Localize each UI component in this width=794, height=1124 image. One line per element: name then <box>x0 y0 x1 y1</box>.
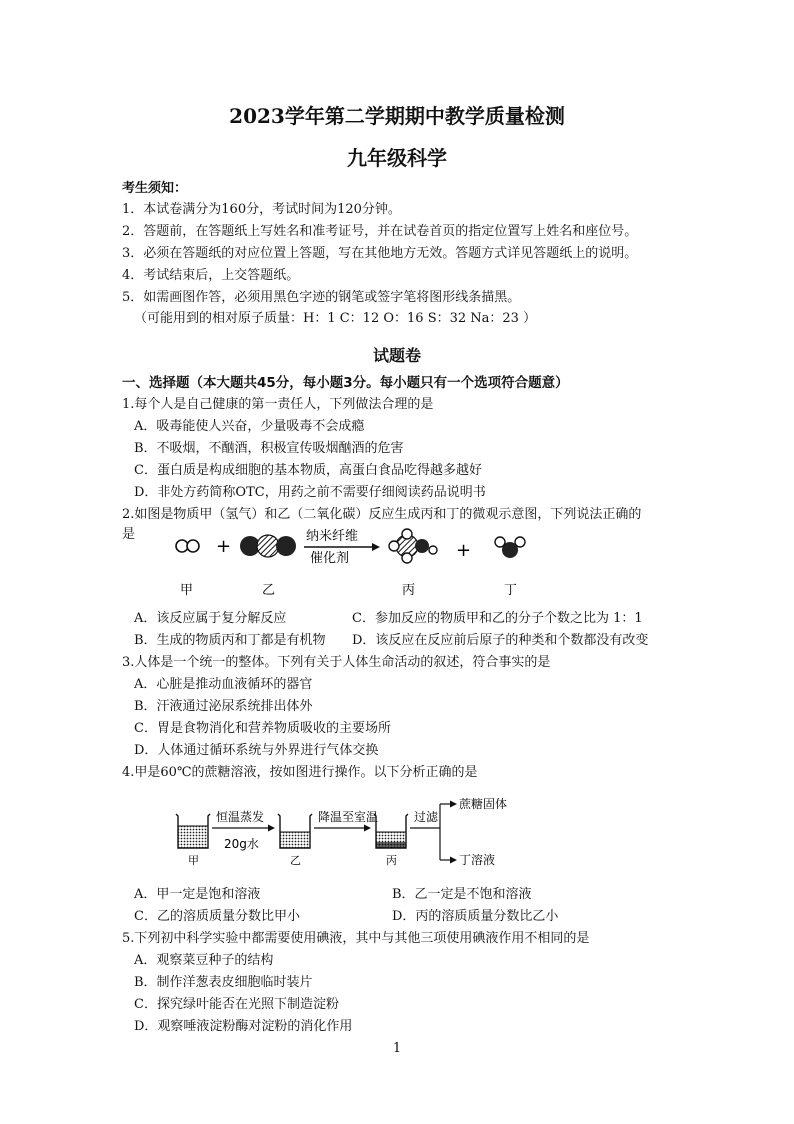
label-ding: 丁 <box>504 583 518 598</box>
q4-option-a: A．甲一定是饱和溶液 <box>134 887 261 902</box>
page-number: 1 <box>392 1041 402 1056</box>
q5-option-b: B．制作洋葱表皮细胞临时装片 <box>134 975 313 990</box>
q2-option-c: C．参加反应的物质甲和乙的分子个数之比为 1：1 <box>352 611 643 626</box>
q3-option-d: D．人体通过循环系统与外界进行气体交换 <box>134 743 379 758</box>
plus-sign: + <box>456 540 472 561</box>
q3-option-b: B．汗液通过泌尿系统排出体外 <box>134 699 313 714</box>
q2-reaction-diagram <box>160 524 560 608</box>
step2-label: 降温至室温 <box>318 810 379 824</box>
q4-stem: 4.甲是60℃的蔗糖溶液，按如图进行操作。以下分析正确的是 <box>122 765 478 780</box>
q3-option-a: A．心脏是推动血液循环的器官 <box>134 677 313 692</box>
q5-option-d: D．观察唾液淀粉酶对淀粉的消化作用 <box>134 1019 353 1034</box>
plus-sign: + <box>216 536 232 557</box>
q1-stem: 1.每个人是自己健康的第一责任人，下列做法合理的是 <box>122 397 434 412</box>
q5-option-c: C．探究绿叶能否在光照下制造淀粉 <box>134 997 339 1012</box>
water-molecule <box>495 537 525 558</box>
q4-process-diagram <box>168 792 528 876</box>
paper-title: 试题卷 <box>372 346 421 365</box>
q2-option-b: B．生成的物质丙和丁都是有机物 <box>134 633 326 648</box>
output-top-label: 蔗糖固体 <box>459 797 508 811</box>
notice-item: 1．本试卷满分为160分，考试时间为120分钟。 <box>122 202 401 217</box>
step3-label: 过滤 <box>414 810 439 824</box>
step1-label: 恒温蒸发 <box>216 810 265 824</box>
q4-option-b: B．乙一定是不饱和溶液 <box>392 887 532 902</box>
catalyst-top-label: 纳米纤维 <box>306 529 359 544</box>
q2-stem-cont: 是 <box>122 527 136 542</box>
step1-sub-label: 20g水 <box>224 837 259 851</box>
exam-title: 2023学年第二学期期中教学质量检测 <box>229 104 565 128</box>
q1-option-d: D．非处方药简称OTC，用药之前不需要仔细阅读药品说明书 <box>134 485 486 500</box>
carbon-dioxide-molecule <box>240 535 296 557</box>
catalyst-bottom-label: 催化剂 <box>310 551 350 566</box>
q2-option-a: A．该反应属于复分解反应 <box>134 611 287 626</box>
notice-item: 5．如需画图作答，必须用黑色字迹的钢笔或签字笔将图形线条描黑。 <box>122 290 521 305</box>
q5-option-a: A．观察菜豆种子的结构 <box>134 953 274 968</box>
label-jia: 甲 <box>180 583 194 598</box>
notice-item: 3．必须在答题纸的对应位置上答题，写在其他地方无效。答题方式详见答题纸上的说明。 <box>122 246 638 261</box>
label-yi: 乙 <box>290 854 301 867</box>
atomic-mass-note: （可能用到的相对原子质量：H：1 C：12 O：16 S：32 Na：23 ） <box>134 311 537 326</box>
q1-option-c: C．蛋白质是构成细胞的基本物质，高蛋白食品吃得越多越好 <box>134 463 482 478</box>
label-bing: 丙 <box>402 583 416 598</box>
q5-stem: 5.下列初中科学实验中都需要使用碘液，其中与其他三项使用碘液作用不相同的是 <box>122 931 590 946</box>
q2-stem: 2.如图是物质甲（氢气）和乙（二氧化碳）反应生成丙和丁的微观示意图，下列说法正确的 <box>122 507 642 522</box>
output-bottom-label: 丁溶液 <box>459 853 496 867</box>
notice-item: 4．考试结束后，上交答题纸。 <box>122 268 300 283</box>
q1-option-a: A．吸毒能使人兴奋，少量吸毒不会成瘾 <box>134 419 365 434</box>
label-yi: 乙 <box>262 583 276 598</box>
notice-item: 2．答题前，在答题纸上写姓名和准考证号，并在试卷首页的指定位置写上姓名和座位号。 <box>122 224 638 239</box>
notice-heading: 考生须知： <box>122 181 188 196</box>
label-jia: 甲 <box>188 854 199 867</box>
beaker-jia <box>176 814 210 848</box>
product-bing-molecule <box>389 529 437 563</box>
hydrogen-molecule <box>176 540 199 552</box>
q3-option-c: C．胃是食物消化和营养物质吸收的主要场所 <box>134 721 391 736</box>
exam-subtitle: 九年级科学 <box>347 146 447 170</box>
q3-stem: 3.人体是一个统一的整体。下列有关于人体生命活动的叙述，符合事实的是 <box>122 655 551 670</box>
label-bing: 丙 <box>386 854 397 867</box>
beaker-bing <box>374 814 408 848</box>
section-heading: 一、选择题（本大题共45分，每小题3分。每小题只有一个选项符合题意） <box>122 375 569 391</box>
q4-option-c: C．乙的溶质质量分数比甲小 <box>134 909 300 924</box>
beaker-yi <box>278 814 312 848</box>
q1-option-b: B．不吸烟，不酗酒，积极宣传吸烟酗酒的危害 <box>134 441 404 456</box>
q2-option-d: D．该反应在反应前后原子的种类和个数都没有改变 <box>352 633 649 648</box>
reaction-arrow-head <box>372 543 380 551</box>
q4-option-d: D．丙的溶质质量分数比乙小 <box>392 909 559 924</box>
